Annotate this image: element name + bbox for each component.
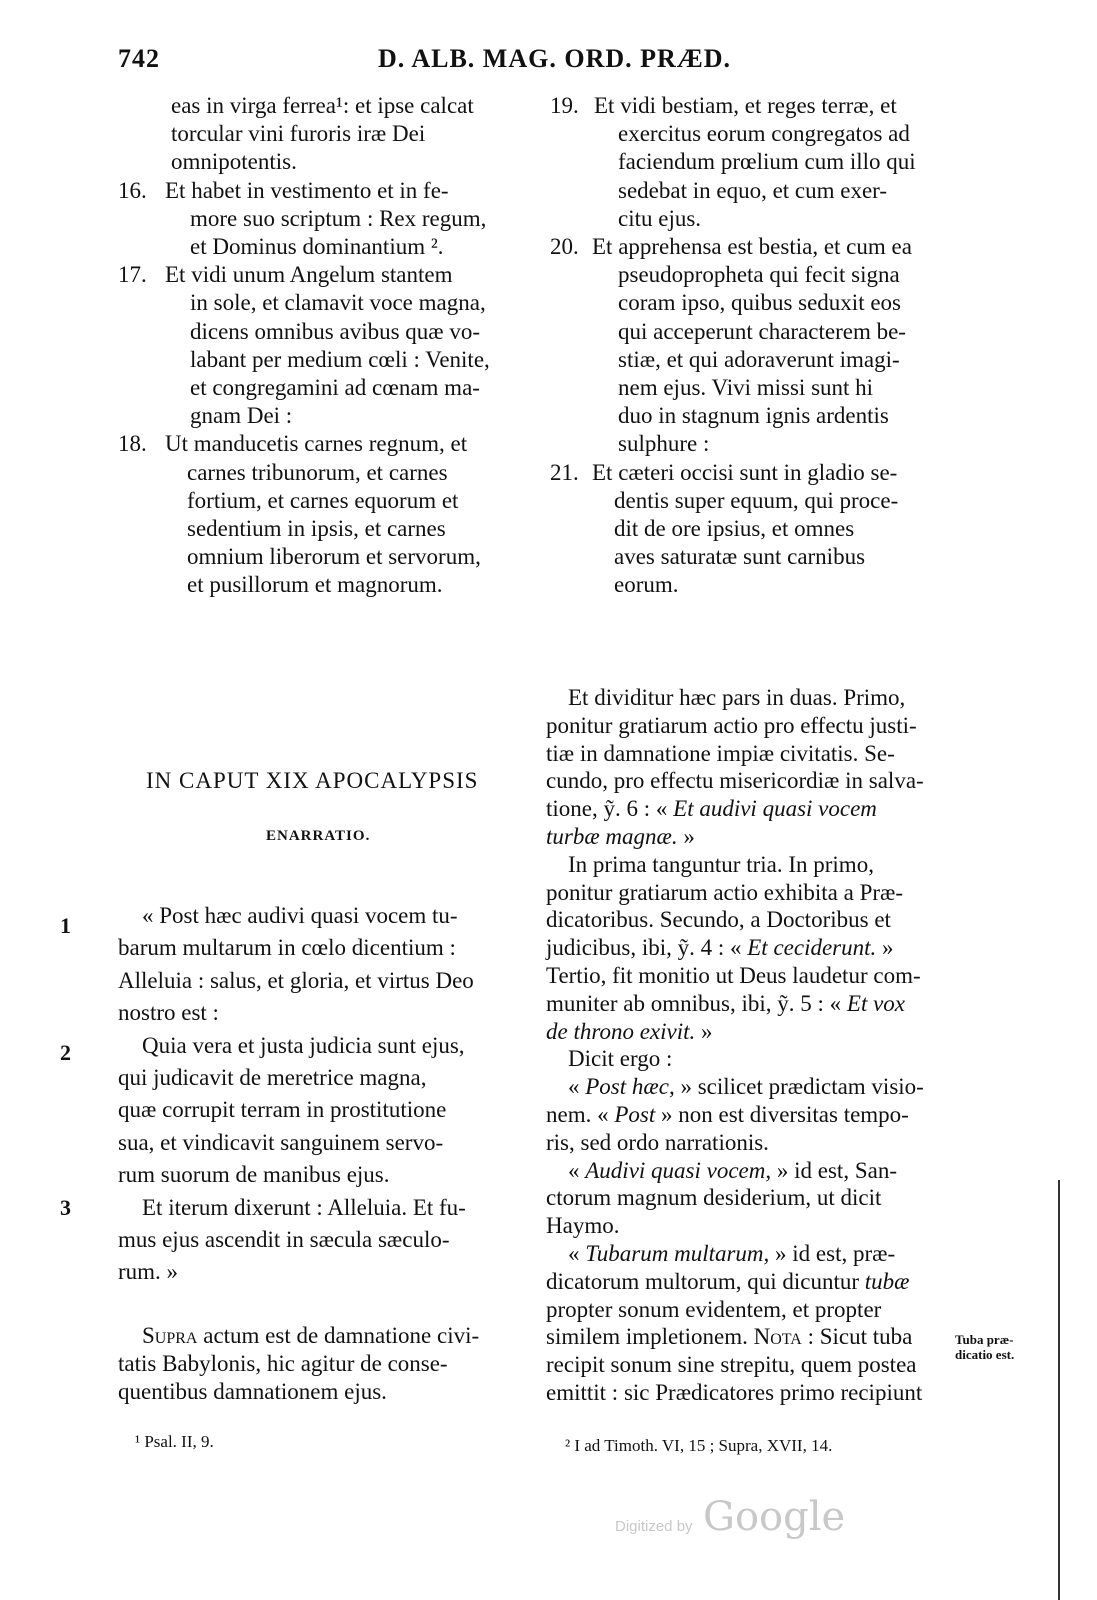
verse-block-left [118,92,528,600]
verse-line: Ut manducetis carnes regnum, et [165,431,468,457]
verse-17 [118,261,528,430]
text-line: similem impletionem. Nota : Sicut tuba [546,1324,913,1350]
verse-line: Et cæteri occisi sunt in gladio se- [592,459,898,485]
verse-line: sulphure : [618,431,710,457]
verse-16 [118,177,528,262]
side-note-line: Tuba præ- [955,1332,1014,1347]
quote-paragraph-2 [118,1030,520,1192]
side-note [955,1332,1014,1362]
text-line: tiæ in damnatione impiæ civitatis. Se- [546,740,895,766]
text-line: In prima tanguntur tria. In primo, [568,851,874,877]
verse-line: in sole, et clamavit voce magna, [190,290,486,316]
verse-line: omnipotentis. [171,149,297,175]
text-line: nem. « Post » non est diversitas tempo- [546,1101,909,1127]
verse-line: nem ejus. Vivi missi sunt hi [618,375,874,401]
scan-edge-line [1058,1180,1060,1600]
text-line: ris, sed ordo narrationis. [546,1129,769,1155]
verse-number: 19. [550,93,579,118]
text-line: Quia vera et justa judicia sunt ejus, [142,1032,465,1058]
text-line: ponitur gratiarum actio pro effectu justi- [546,712,917,738]
commentary-right [546,684,948,1407]
verse-line: citu ejus. [618,205,702,231]
text-line: Tertio, fit monitio ut Deus laudetur com- [546,962,921,988]
text-line: qui judicavit de meretrice magna, [118,1065,427,1091]
text-line: tione, ỹ. 6 : « Et audivi quasi vocem [546,796,877,822]
verse-line: torcular vini furoris iræ Dei [171,121,426,147]
footnote-left: ¹ Psal. II, 9. [135,1432,214,1451]
text-line: ponitur gratiarum actio exhibita a Præ- [546,879,904,905]
text-line: cundo, pro effectu misericordiæ in salva- [546,768,924,794]
verse-line: pseudopropheta qui fecit signa [618,262,900,288]
text-line: « Tubarum multarum, » id est, præ- [568,1240,896,1266]
verse-number: 17. [118,262,147,288]
verse-line: omnium liberorum et servorum, [187,544,481,570]
text-line: « Post hæc audivi quasi vocem tu- [142,903,458,928]
verse-line: sedentium in ipsis, et carnes [187,516,446,542]
verse-line: fortium, et carnes equorum et [187,487,459,513]
verse-18 [118,430,528,599]
verse-line: eas in virga ferrea¹: et ipse calcat [171,93,474,118]
digitized-by-label: Digitized by [615,1518,693,1535]
verse-20 [550,233,960,459]
verse-line: exercitus eorum congregatos ad [618,121,910,147]
verse-line: dentis super equum, qui proce- [614,487,899,513]
text-line: de throno exivit. » [546,1018,713,1044]
verse-line: et pusillorum et magnorum. [187,572,443,598]
verse-line: Et habet in vestimento et in fe- [165,177,449,203]
side-note-line: dicatio est. [955,1347,1015,1362]
text-line: judicibus, ibi, ỹ. 4 : « Et ceciderunt. » [546,935,894,961]
verse-line: Et apprehensa est bestia, et cum ea [592,234,912,260]
text-line: turbæ magnæ. » [546,823,695,849]
running-title: D. ALB. MAG. ORD. PRÆD. [378,44,732,73]
supra-word: Supra [142,1323,198,1348]
verse-line: gnam Dei : [190,403,293,429]
margin-verse-number: 1 [60,913,71,938]
text-line: Dicit ergo : [568,1046,673,1072]
text-line: dicatorum multorum, qui dicuntur tubæ [546,1268,910,1294]
text-line: quentibus damnationem ejus. [118,1378,387,1404]
text-line: rum. » [118,1259,179,1285]
verse-line: sedebat in equo, et cum exer- [618,177,888,203]
verse-19 [550,92,960,233]
verse-line: Et vidi bestiam, et reges terræ, et [594,93,897,118]
text-line: « Audivi quasi vocem, » id est, San- [568,1157,897,1183]
commentary-left [118,1322,520,1405]
quote-paragraph-1 [118,900,520,1030]
verse-line: duo in stagnum ignis ardentis [618,403,889,429]
text-line: Haymo. [546,1213,620,1239]
text-line: Et iterum dixerunt : Alleluia. Et fu- [142,1194,466,1220]
text-line: emittit : sic Prædicatores primo recipiunt [546,1379,923,1405]
quote-paragraph-3 [118,1192,520,1289]
text-line: rum suorum de manibus ejus. [118,1162,390,1188]
verse-line: et Dominus dominantium ². [190,234,444,260]
verse-line: carnes tribunorum, et carnes [187,459,448,485]
footnote-right: ² I ad Timoth. VI, 15 ; Supra, XVII, 14. [565,1436,833,1455]
text-line: « Post hæc, » scilicet prædictam visio- [568,1074,924,1100]
text-line: sua, et vindicavit sanguinem servo- [118,1129,444,1155]
text-line: ctorum magnum desiderium, ut dicit [546,1185,882,1211]
verse-line: more suo scriptum : Rex regum, [190,205,487,231]
text-line: nostro est : [118,1000,219,1026]
verse-number: 21. [550,459,579,485]
text-line: mus ejus ascendit in sæcula sæculo- [118,1227,450,1253]
text-line: actum est de damnatione civi- [197,1323,480,1348]
verse-line: eorum. [614,572,679,598]
text-line: barum multarum in cœlo dicentium : [118,935,456,961]
text-line: recipit sonum sine strepitu, quem postea [546,1352,917,1378]
verse-line: aves saturatæ sunt carnibus [614,544,866,570]
page-number: 742 [118,44,160,73]
text-line: Et dividitur hæc pars in duas. Primo, [568,685,906,710]
verse-line: Et vidi unum Angelum stantem [165,262,453,288]
quoted-text-block [118,900,520,1289]
verse-21 [550,459,960,600]
verse-line: dit de ore ipsius, et omnes [614,516,855,542]
text-line: tatis Babylonis, hic agitur de conse- [118,1350,448,1376]
verse-number: 20. [550,234,579,260]
verse-line: et congregamini ad cœnam ma- [190,375,480,401]
google-logo: Google [703,1494,846,1540]
section-subheading: ENARRATIO. [266,828,371,844]
verse-line: qui acceperunt characterem be- [618,318,906,344]
margin-verse-number: 2 [60,1040,71,1065]
margin-verse-number: 3 [60,1195,71,1220]
text-line: quæ corrupit terram in prostitutione [118,1097,447,1123]
text-line: propter sonum evidentem, et propter [546,1296,882,1322]
verse-number: 16. [118,177,147,203]
verse-number: 18. [118,431,147,457]
verse-block-right [550,92,960,600]
verse-line: faciendum prœlium cum illo qui [618,149,916,175]
verse-line: labant per medium cœli : Venite, [190,346,490,372]
verse-line: stiæ, et qui adoraverunt imagi- [618,346,900,372]
text-line: dicatoribus. Secundo, a Doctoribus et [546,907,891,933]
text-line: muniter ab omnibus, ibi, ỹ. 5 : « Et vox [546,990,906,1016]
verse-line: dicens omnibus avibus quæ vo- [190,318,481,344]
text-line: Alleluia : salus, et gloria, et virtus Deo [118,967,474,993]
verse-line: coram ipso, quibus seduxit eos [618,290,901,316]
section-heading: IN CAPUT XIX APOCALYPSIS [146,768,479,793]
verse-15-continuation [118,92,528,177]
